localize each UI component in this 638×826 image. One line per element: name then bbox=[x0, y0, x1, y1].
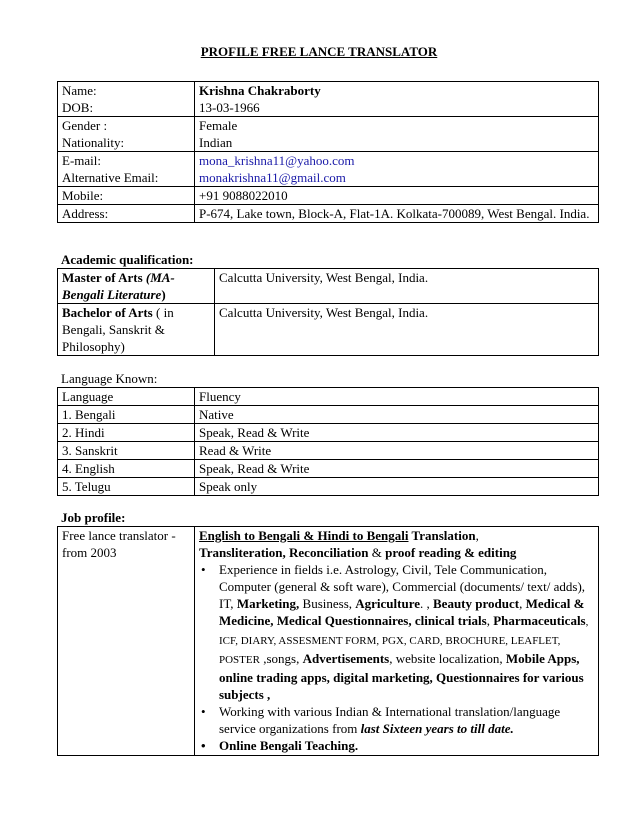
bold-span: Agriculture bbox=[355, 596, 421, 611]
alt-email-link[interactable]: monakrishna11@gmail.com bbox=[199, 170, 346, 185]
gender-value: Female bbox=[199, 118, 238, 133]
text-span: Experience in fields i.e. Astrology, Civil, Tele Communication, Computer (general & soft ware), Commercial (documents/ text/ adds), IT, bbox=[219, 562, 586, 611]
bold-span: Pharmaceuticals bbox=[493, 613, 586, 628]
nationality-label: Nationality: bbox=[62, 135, 125, 150]
table-row bbox=[58, 117, 599, 152]
gender-value-cell bbox=[195, 117, 599, 152]
mobile-value: +91 9088022010 bbox=[195, 187, 599, 205]
name-label: Name: bbox=[62, 83, 97, 98]
dob-label: DOB: bbox=[62, 100, 94, 115]
address-label: Address: bbox=[58, 205, 195, 223]
table-row bbox=[58, 478, 599, 496]
text-span: ,songs, bbox=[259, 651, 303, 666]
text-span: , bbox=[519, 596, 526, 611]
fluency-cell: Speak only bbox=[195, 478, 599, 496]
table-row bbox=[58, 304, 599, 356]
services-2: proof reading & editing bbox=[385, 545, 517, 560]
list-item bbox=[219, 561, 594, 703]
name-value-cell bbox=[195, 82, 599, 117]
academic-table bbox=[57, 268, 599, 356]
degree-subject: ( in Bengali, Sanskrit & Philosophy) bbox=[62, 305, 174, 354]
language-pair: English to Bengali & Hindi to Bengali bbox=[199, 528, 409, 543]
bold-span: Beauty product bbox=[433, 596, 520, 611]
text-span: , bbox=[486, 613, 494, 628]
institution-cell: Calcutta University, West Bengal, India. bbox=[215, 304, 599, 356]
languages-table bbox=[57, 387, 599, 496]
services-1: Transliteration, Reconciliation bbox=[199, 545, 369, 560]
bold-span: Marketing, bbox=[236, 596, 300, 611]
comma: , bbox=[475, 528, 479, 543]
fluency-cell: Native bbox=[195, 406, 599, 424]
text-span: Business, bbox=[299, 596, 356, 611]
mobile-label: Mobile: bbox=[58, 187, 195, 205]
table-header-row bbox=[58, 388, 599, 406]
fluency-cell: Speak, Read & Write bbox=[195, 460, 599, 478]
job-table bbox=[57, 526, 599, 756]
page-title: PROFILE FREE LANCE TRANSLATOR bbox=[200, 44, 438, 59]
name-value: Krishna Chakraborty bbox=[199, 83, 321, 98]
ampersand: & bbox=[368, 545, 386, 560]
degree-subject: (MA- Bengali Literature bbox=[62, 270, 175, 302]
degree-title: Master of Arts bbox=[62, 270, 146, 285]
list-item bbox=[219, 703, 594, 737]
table-row bbox=[58, 424, 599, 442]
degree-cell bbox=[58, 304, 215, 356]
languages-heading: Language Known: bbox=[61, 371, 158, 386]
fluency-column-header: Fluency bbox=[195, 388, 599, 406]
table-row bbox=[58, 460, 599, 478]
bold-italic-span: last Sixteen years to till date. bbox=[360, 721, 514, 736]
name-label-cell bbox=[58, 82, 195, 117]
address-value: P-674, Lake town, Block-A, Flat-1A. Kolkata-700089, West Bengal. India. bbox=[195, 205, 599, 223]
email-label: E-mail: bbox=[62, 153, 101, 168]
academic-heading: Academic qualification: bbox=[61, 252, 194, 267]
personal-details-table bbox=[57, 81, 599, 223]
email-link[interactable]: mona_krishna11@yahoo.com bbox=[199, 153, 355, 168]
degree-close: ) bbox=[161, 287, 166, 302]
text-span: , website localization, bbox=[389, 651, 506, 666]
language-cell: 2. Hindi bbox=[58, 424, 195, 442]
email-value-cell bbox=[195, 152, 599, 187]
language-column-header: Language bbox=[58, 388, 195, 406]
degree-cell bbox=[58, 269, 215, 304]
fluency-cell: Read & Write bbox=[195, 442, 599, 460]
job-line-1 bbox=[199, 527, 594, 544]
table-row bbox=[58, 527, 599, 756]
job-line-2 bbox=[199, 544, 594, 561]
fluency-cell: Speak, Read & Write bbox=[195, 424, 599, 442]
job-role-cell: Free lance translator - from 2003 bbox=[58, 527, 195, 756]
table-row bbox=[58, 442, 599, 460]
job-bullet-list bbox=[199, 561, 594, 754]
list-item: • Online Bengali Teaching. bbox=[219, 737, 594, 754]
bold-span: Advertisements bbox=[302, 651, 390, 666]
text-span: Working with various Indian & International translation/language service organizations from bbox=[219, 704, 561, 736]
text-span: . , bbox=[420, 596, 434, 611]
small-text-span: , ICF, DIARY, ASSESMENT FORM, PGX, CARD, BROCHURE, LEAFLET, POSTER bbox=[219, 616, 589, 666]
degree-title: Bachelor of Arts bbox=[62, 305, 153, 320]
table-row bbox=[58, 205, 599, 223]
gender-label-cell bbox=[58, 117, 195, 152]
language-cell: 4. English bbox=[58, 460, 195, 478]
nationality-value: Indian bbox=[199, 135, 233, 150]
table-row bbox=[58, 187, 599, 205]
alt-email-label: Alternative Email: bbox=[62, 170, 159, 185]
table-row bbox=[58, 152, 599, 187]
email-label-cell bbox=[58, 152, 195, 187]
institution-cell: Calcutta University, West Bengal, India. bbox=[215, 269, 599, 304]
job-details-cell bbox=[195, 527, 599, 756]
dob-value: 13-03-1966 bbox=[199, 100, 260, 115]
gender-label: Gender : bbox=[62, 118, 108, 133]
translation-word: Translation bbox=[408, 528, 476, 543]
table-row bbox=[58, 406, 599, 424]
language-cell: 5. Telugu bbox=[58, 478, 195, 496]
bold-span: Medical & Medicine, Medical Questionnaires, clinical trials bbox=[219, 596, 585, 628]
job-heading: Job profile: bbox=[61, 510, 126, 525]
language-cell: 1. Bengali bbox=[58, 406, 195, 424]
table-row bbox=[58, 82, 599, 117]
table-row bbox=[58, 269, 599, 304]
language-cell: 3. Sanskrit bbox=[58, 442, 195, 460]
bold-span: Mobile Apps, online trading apps, digital marketing, Questionnaires for various subjects , bbox=[219, 651, 584, 702]
